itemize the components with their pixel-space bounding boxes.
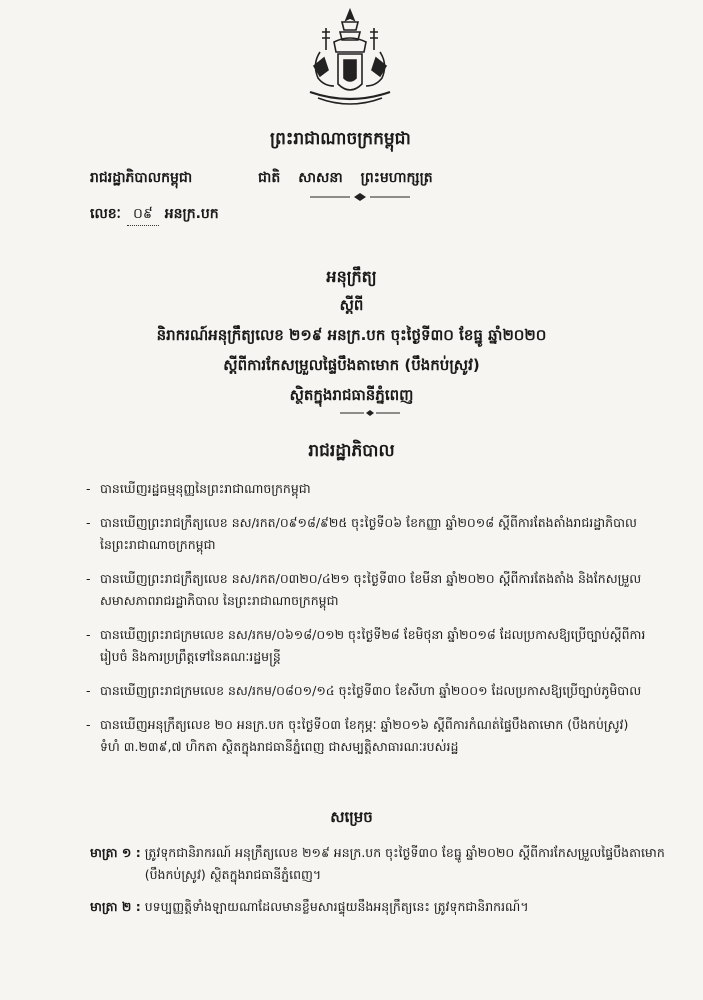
- issuing-authority: រាជរដ្ឋាភិបាលកម្ពុជា: [90, 170, 193, 186]
- reference-suffix: អនក្រ.បក: [164, 206, 219, 222]
- ornament-divider-icon: [340, 408, 400, 418]
- considerations-list: [86, 478, 646, 770]
- list-item: - បានឃើញព្រះរាជក្រមលេខ នស/រកម/០៦១៨/០១២ ចុះថ្ងៃទី២៨ ខែមិថុនា ឆ្នាំ២០១៨ ដែលប្រកាសឱ្យប្រើច្បាប់ស្តីពីការរៀបចំ និងការប្រព្រឹត្តទៅនៃគណៈរដ្ឋមន្ត្រី: [86, 627, 646, 664]
- kingdom-title: ព្រះរាជាណាចក្រកម្ពុជា: [270, 129, 411, 149]
- title-line-4: ស្តីពីការកែសម្រួលផ្ទៃបឹងតាមោក (បឹងកប់ស្រូវ): [223, 356, 480, 374]
- list-item: - បានឃើញព្រះរាជក្រឹត្យលេខ នស/រកត/០៣២០/៤២១ ចុះថ្ងៃទី៣០ ខែមីនា ឆ្នាំ២០២០ ស្តីពីការតែងតាំង និងកែសម្រួលសមាសភាពរាជរដ្ឋាភិបាល នៃព្រះរាជាណាចក្រកម្ពុជា: [86, 571, 642, 608]
- article-2: [90, 896, 670, 918]
- title-line-5: ស្ថិតក្នុងរាជធានីភ្នំពេញ: [289, 386, 414, 404]
- reference-label: លេខៈ: [90, 206, 121, 222]
- reference-value: ០៩: [127, 204, 159, 226]
- title-line-3: និរាករណ៍អនុក្រឹត្យលេខ ២១៩ អនក្រ.បក ចុះថ្ងៃទី៣០ ខែធ្នូ ឆ្នាំ២០២០: [156, 326, 547, 344]
- national-motto: [258, 168, 433, 189]
- ornament-divider-icon: [310, 192, 410, 202]
- list-item: - បានឃើញរដ្ឋធម្មនុញ្ញនៃព្រះរាជាណាចក្រកម្ពុជា: [86, 481, 311, 496]
- article-text: ត្រូវទុកជានិរាករណ៍ អនុក្រឹត្យលេខ ២១៩ អនក្រ.បក ចុះថ្ងៃទី៣០ ខែធ្នូ ឆ្នាំ២០២០ ស្តីពីការកែសម្រួលផ្ទៃបឹងតាមោក (បឹងកប់ស្រូវ) ស្ថិតក្នុងរាជធានីភ្នំពេញ។: [144, 845, 665, 882]
- royal-coat-of-arms-icon: [300, 6, 400, 116]
- list-item: - បានឃើញអនុក្រឹត្យលេខ ២០ អនក្រ.បក ចុះថ្ងៃទី០៣ ខែកុម្ភៈ ឆ្នាំ២០១៦ ស្តីពីការកំណត់ផ្ទៃបឹងតាមោក (បឹងកប់ស្រូវ) ទំហំ ៣.២៣៩,៧ ហិកតា ស្ថិតក្នុងរាជធានីភ្នំពេញ ជាសម្បត្តិសាធារណៈរបស់រដ្ឋ: [86, 717, 629, 754]
- list-item: - បានឃើញព្រះរាជក្រឹត្យលេខ នស/រកត/០៩១៨/៩២៥ ចុះថ្ងៃទី០៦ ខែកញ្ញា ឆ្នាំ២០១៨ ស្តីពីការតែងតាំងរាជរដ្ឋាភិបាល នៃព្រះរាជាណាចក្រកម្ពុជា: [86, 515, 637, 552]
- article-label: មាត្រា ១ :: [90, 845, 141, 860]
- list-item: - បានឃើញព្រះរាជក្រមលេខ នស/រកម/០៨០១/១៤ ចុះថ្ងៃទី៣០ ខែសីហា ឆ្នាំ២០០១ ដែលប្រកាសឱ្យប្រើច្បាប់ភូមិបាល: [86, 683, 642, 698]
- motto-king: ព្រះមហាក្សត្រ: [360, 170, 433, 186]
- article-text: បទប្បញ្ញត្តិទាំងឡាយណាដែលមានខ្លឹមសារផ្ទុយនឹងអនុក្រឹត្យនេះ ត្រូវទុកជានិរាករណ៍។: [144, 899, 529, 914]
- title-line-2: ស្តីពី: [339, 296, 364, 314]
- article-label: មាត្រា ២ :: [90, 899, 141, 914]
- article-1: [90, 842, 670, 886]
- motto-nation: ជាតិ: [258, 170, 281, 186]
- articles-section: [90, 842, 670, 928]
- decision-heading: សម្រេច: [330, 808, 373, 826]
- document-title: [0, 266, 703, 408]
- title-line-1: អនុក្រឹត្យ: [326, 267, 377, 286]
- government-heading: រាជរដ្ឋាភិបាល: [308, 441, 395, 461]
- reference-number: [90, 204, 219, 226]
- motto-religion: សាសនា: [298, 170, 343, 186]
